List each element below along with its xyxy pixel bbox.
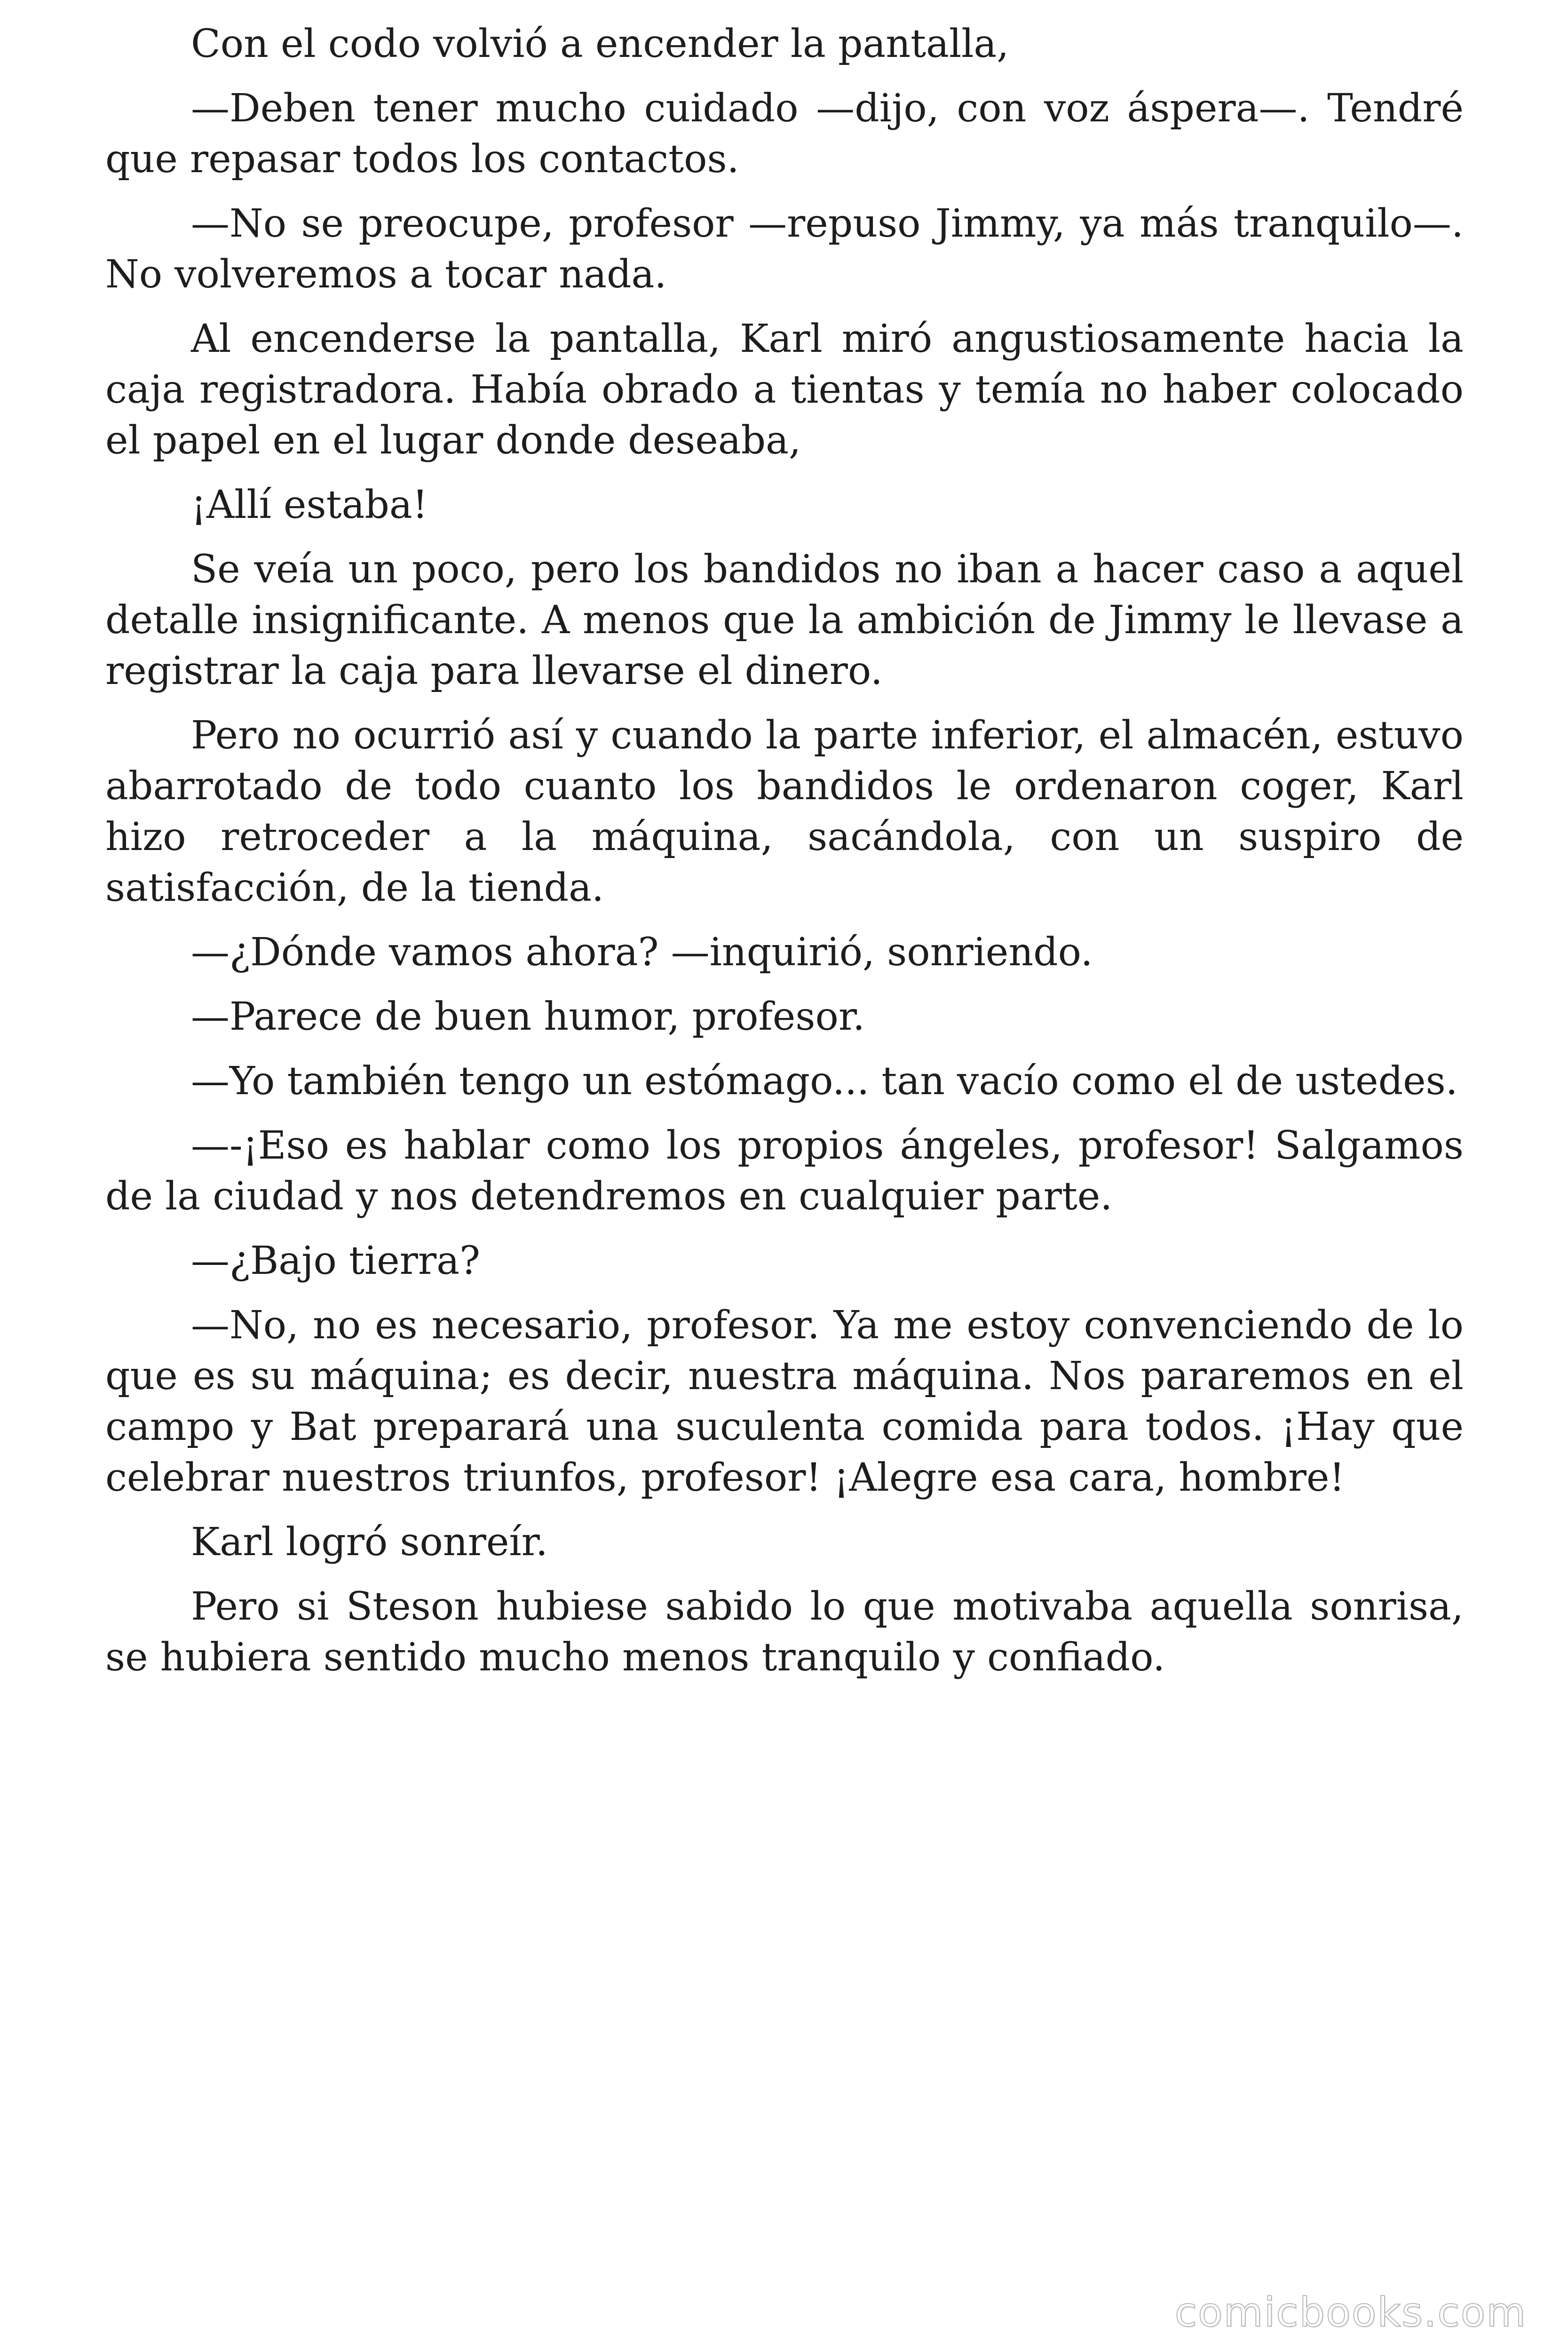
paragraph: ¡Allí estaba! — [191, 483, 428, 527]
paragraph: —No, no es necesario, profesor. Ya me estoy convenciendo de lo que es su máquina; es decir, nuestra máquina. Nos pararemos en el campo y Bat preparará una suculenta comida para todos. ¡Hay que celebrar nuestros triunfos, profesor! ¡Alegre esa cara, hombre! — [105, 1303, 1464, 1500]
paragraph: —¿Bajo tierra? — [191, 1239, 480, 1283]
paragraph: Pero no ocurrió así y cuando la parte inferior, el almacén, estuvo abarrotado de todo cuanto los bandidos le ordenaron coger, Karl hizo retroceder a la máquina, sacándola, con un suspiro de satisfacción, de la tienda. — [105, 713, 1464, 910]
paragraph: —No se preocupe, profesor —repuso Jimmy, ya más tranquilo—. No volveremos a tocar nada. — [105, 201, 1464, 297]
paragraph: Karl logró sonreír. — [191, 1520, 548, 1565]
paragraph: —Parece de buen humor, profesor. — [191, 994, 865, 1039]
paragraph: —¿Dónde vamos ahora? —inquirió, sonriendo. — [191, 930, 1093, 975]
watermark: comicbooks.com — [1174, 2289, 1527, 2336]
paragraph: —Yo también tengo un estómago... tan vacío como el de ustedes. — [191, 1059, 1458, 1104]
paragraph: Pero si Steson hubiese sabido lo que motivaba aquella sonrisa, se hubiera sentido mucho menos tranquilo y confiado. — [105, 1584, 1464, 1680]
paragraph: —Deben tener mucho cuidado —dijo, con voz áspera—. Tendré que repasar todos los contactos. — [105, 86, 1464, 182]
paragraph: Con el codo volvió a encender la pantalla, — [191, 22, 1009, 66]
body-text — [105, 19, 1464, 1697]
paragraph: —-¡Eso es hablar como los propios ángeles, profesor! Salgamos de la ciudad y nos detendremos en cualquier parte. — [105, 1123, 1464, 1219]
paragraph: Al encenderse la pantalla, Karl miró angustiosamente hacia la caja registradora. Había obrado a tientas y temía no haber colocado el papel en el lugar donde deseaba, — [105, 317, 1464, 463]
paragraph: Se veía un poco, pero los bandidos no iban a hacer caso a aquel detalle insignificante. A menos que la ambición de Jimmy le llevase a registrar la caja para llevarse el dinero. — [105, 547, 1464, 693]
